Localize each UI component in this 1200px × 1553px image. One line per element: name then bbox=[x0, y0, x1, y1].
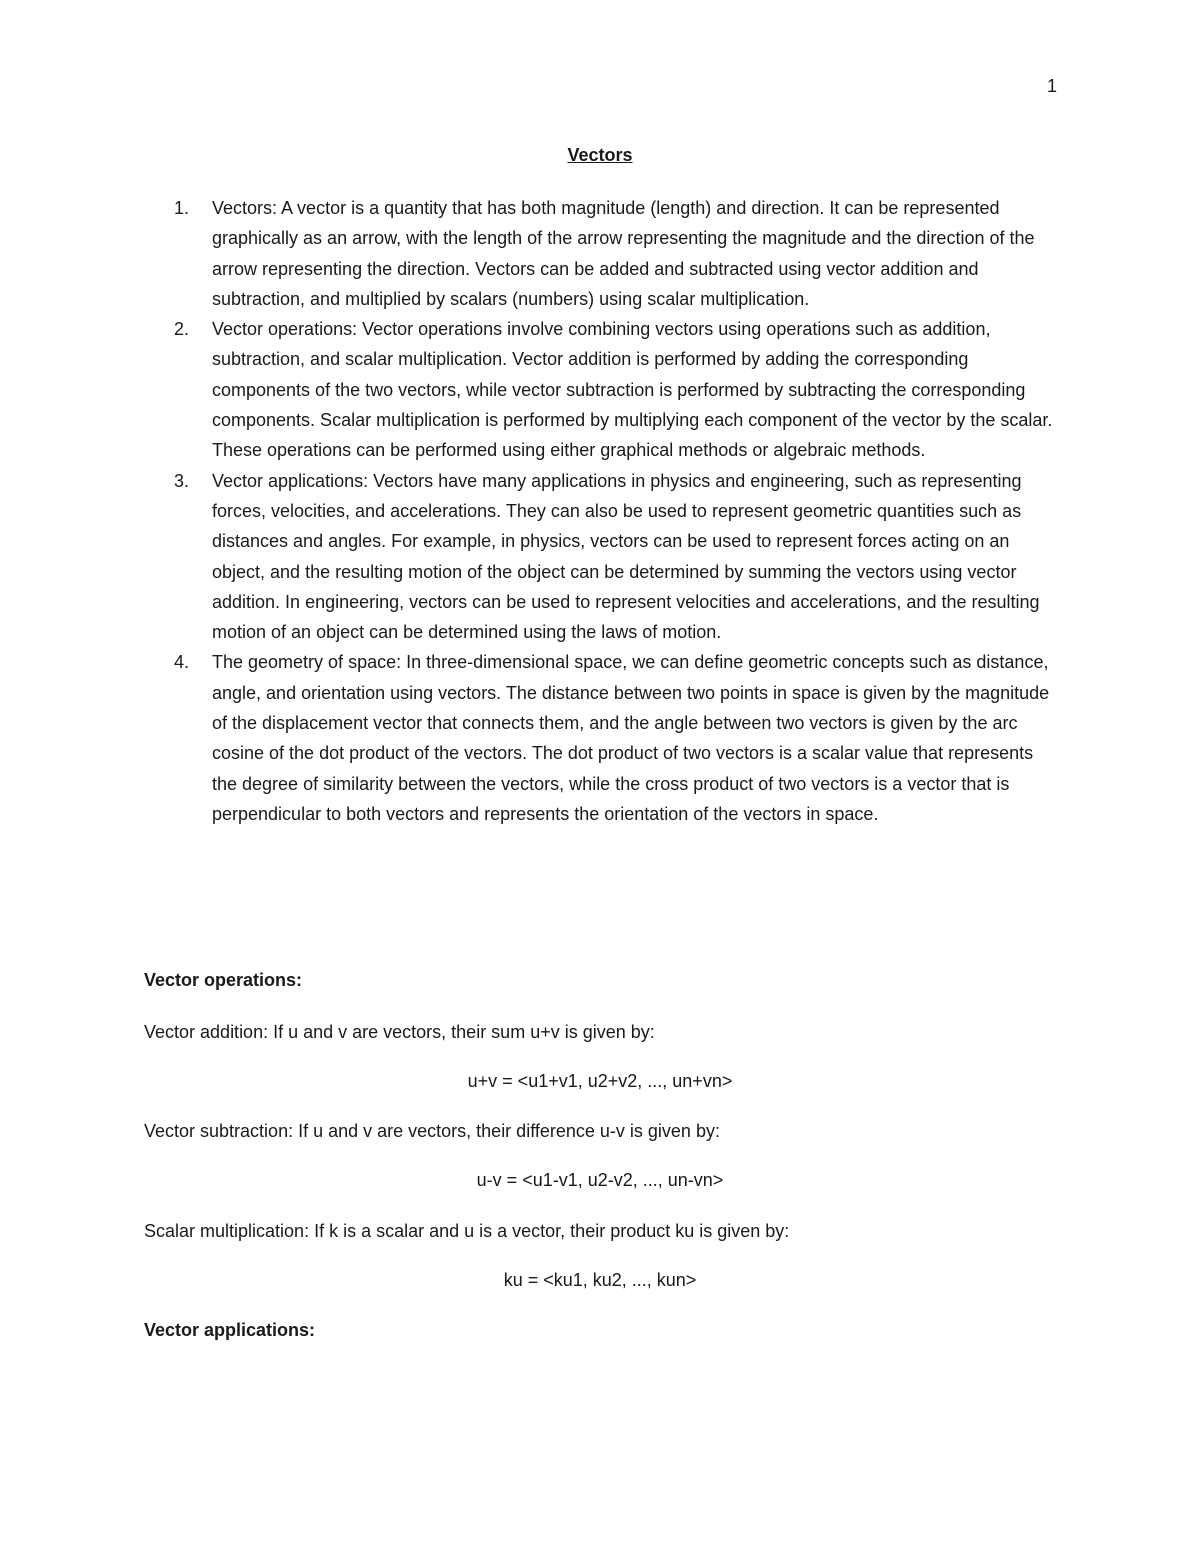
scalar-multiplication-text: Scalar multiplication: If k is a scalar and u is a vector, their product ku is given by: bbox=[144, 1221, 790, 1241]
list-item-text: The geometry of space: In three-dimensional space, we can define geometric concepts such as distance, angle, and orientation using vectors. The distance between two points in space is given by the magnitude of the displacement vector that connects them, and the angle between two vectors is given by the arc cosine of the dot product of the vectors. The dot product of two vectors is a scalar value that represents the degree of similarity between the vectors, while the cross product of two vectors is a vector that is perpendicular to both vectors and represents the orientation of the vectors in space. bbox=[212, 652, 1050, 824]
list-item-number: 1. bbox=[174, 198, 190, 218]
list-item bbox=[144, 647, 1056, 829]
vector-subtraction-text: Vector subtraction: If u and v are vectors, their difference u-v is given by: bbox=[144, 1121, 720, 1141]
numbered-list bbox=[144, 193, 1056, 829]
list-item-number: 4. bbox=[174, 652, 190, 673]
document-title: Vectors bbox=[567, 145, 633, 165]
list-item bbox=[144, 314, 1056, 465]
list-item bbox=[144, 466, 1056, 648]
list-item-text: Vector applications: Vectors have many applications in physics and engineering, such as representing forces, velocities, and accelerations. They can also be used to represent geometric quantities such as distances and angles. For example, in physics, vectors can be used to represent forces acting on an object, and the resulting motion of the object can be determined by summing the vectors using vector addition. In engineering, vectors can be used to represent velocities and accelerations, and the resulting motion of an object can be determined using the laws of motion. bbox=[212, 470, 1040, 643]
vector-operations-heading: Vector operations: bbox=[144, 970, 303, 990]
list-item bbox=[144, 193, 1056, 314]
scalar-multiplication-formula: ku = <ku1, ku2, ..., kun> bbox=[503, 1270, 697, 1290]
page-number: 1 bbox=[1046, 76, 1057, 96]
vector-applications-heading: Vector applications: bbox=[144, 1320, 316, 1340]
list-item-number: 3. bbox=[174, 470, 190, 491]
list-item-text: Vector operations: Vector operations involve combining vectors using operations such as addition, subtraction, and scalar multiplication. Vector addition is performed by adding the corresponding components of the two vectors, while vector subtraction is performed by subtracting the corresponding components. Scalar multiplication is performed by multiplying each component of the vector by the scalar. These operations can be performed using either graphical methods or algebraic methods. bbox=[212, 319, 1053, 461]
vector-addition-formula: u+v = <u1+v1, u2+v2, ..., un+vn> bbox=[467, 1071, 733, 1091]
list-item-text: Vectors: A vector is a quantity that has both magnitude (length) and direction. It can be represented graphically as an arrow, with the length of the arrow representing the magnitude and the direction of the arrow representing the direction. Vectors can be added and subtracted using vector addition and subtraction, and multiplied by scalars (numbers) using scalar multiplication. bbox=[212, 198, 1035, 309]
vector-addition-text: Vector addition: If u and v are vectors, their sum u+v is given by: bbox=[144, 1022, 655, 1042]
list-item-number: 2. bbox=[174, 319, 190, 340]
vector-subtraction-formula: u-v = <u1-v1, u2-v2, ..., un-vn> bbox=[476, 1170, 724, 1190]
